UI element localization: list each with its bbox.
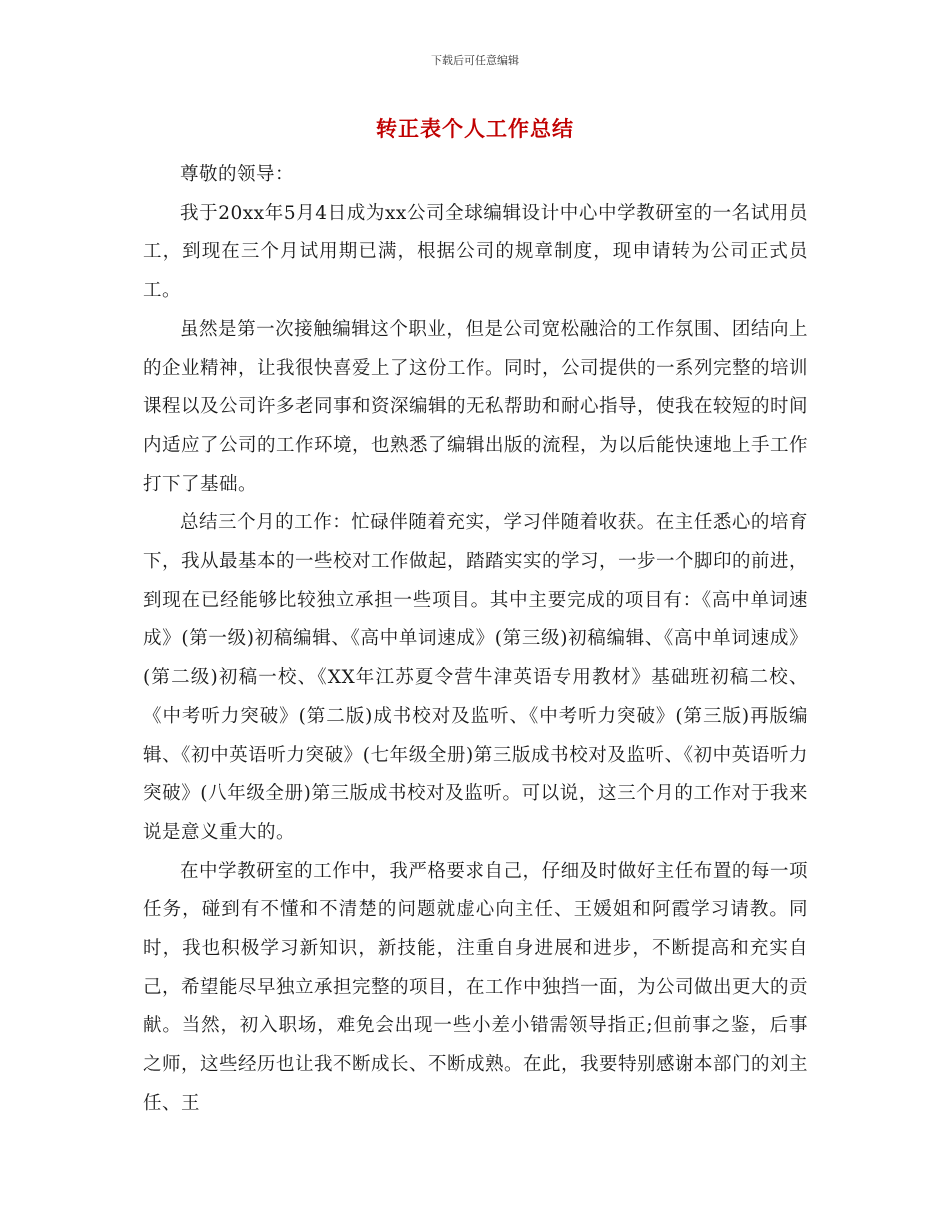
header-note: 下载后可任意编辑 xyxy=(431,54,519,67)
salutation: 尊敬的领导： xyxy=(180,164,295,185)
document-body xyxy=(143,156,808,1124)
paragraph-experience: 虽然是第一次接触编辑这个职业，但是公司宽松融洽的工作氛围、团结向上的企业精神，让我很快喜爱上了这份工作。同时，公司提供的一系列完整的培训课程以及公司许多老同事和资深编辑的无私帮助和耐心指导，使我在较短的时间内适应了公司的工作环境，也熟悉了编辑出版的流程，为以后能快速地上手工作打下了基础。 xyxy=(143,318,809,495)
paragraph-work: 在中学教研室的工作中，我严格要求自己，仔细及时做好主任布置的每一项任务，碰到有不懂和不清楚的问题就虚心向主任、王媛姐和阿霞学习请教。同时，我也积极学习新知识，新技能，注重自身进展和进步，不断提高和充实自己，希望能尽早独立承担完整的项目，在工作中独挡一面，为公司做出更大的贡献。当然，初入职场，难免会出现一些小差小错需领导指正;但前事之鉴，后事之师，这些经历也让我不断成长、不断成熟。在此，我要特别感谢本部门的刘主任、王 xyxy=(143,860,809,1114)
document-title: 转正表个人工作总结 xyxy=(376,116,574,141)
paragraph-summary: 总结三个月的工作：忙碌伴随着充实，学习伴随着收获。在主任悉心的培育下，我从最基本的一些校对工作做起，踏踏实实的学习，一步一个脚印的前进，到现在已经能够比较独立承担一些项目。其中主要完成的项目有：《高中单词速成》(第一级)初稿编辑、《高中单词速成》(第三级)初稿编辑、《高中单词速成》(第二级)初稿一校、《XX年江苏夏令营牛津英语专用教材》基础班初稿二校、《中考听力突破》(第二版)成书校对及监听、《中考听力突破》(第三版)再版编辑、《初中英语听力突破》(七年级全册)第三版成书校对及监听、《初中英语听力突破》(八年级全册)第三版成书校对及监听。可以说，这三个月的工作对于我来说是意义重大的。 xyxy=(143,512,809,843)
paragraph-application: 我于20xx年5月4日成为xx公司全球编辑设计中心中学教研室的一名试用员工，到现在三个月试用期已满，根据公司的规章制度，现申请转为公司正式员工。 xyxy=(143,202,808,302)
